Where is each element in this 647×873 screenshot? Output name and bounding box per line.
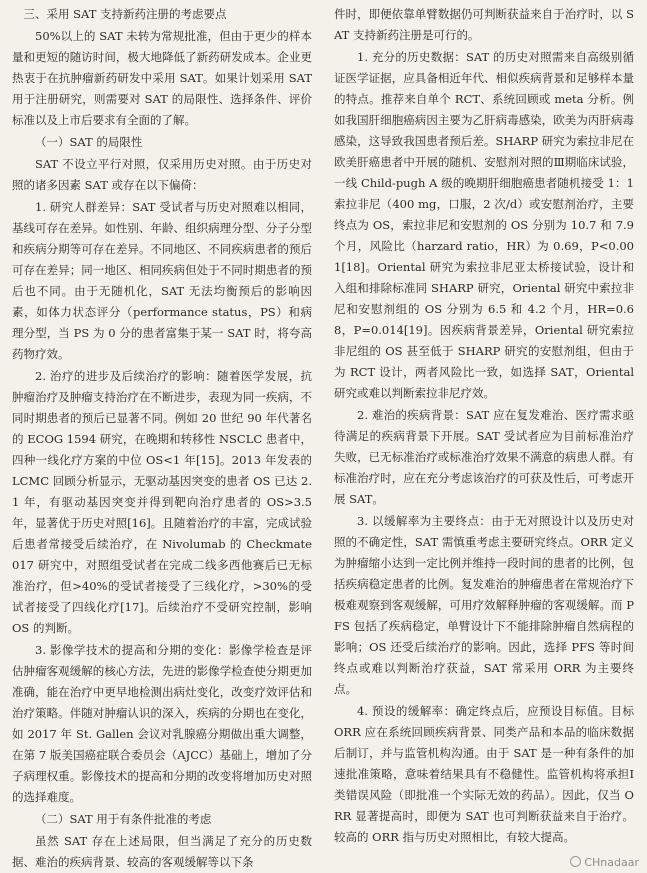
watermark-logo-icon [570, 856, 581, 867]
right-paragraph: 2. 难治的疾病背景：SAT 应在复发难治、医疗需求亟待满足的疾病背景下开展。SAT 受试者应为目前标准治疗失败，已无标准治疗或标准治疗效果不满意的病患人群。有标准治疗时，应在充分考虑该治疗的可获及性后，可考虑开展 SAT。 [334, 408, 634, 506]
left-heading: （二）SAT 用于有条件批准的考虑 [35, 812, 212, 826]
right-paragraph: 3. 以缓解率为主要终点：由于无对照设计以及历史对照的不确定性，SAT 需慎重考虑主要研究终点。ORR 定义为肿瘤缩小达到一定比例并维持一段时间的患者的比例，包括疾病稳定患者的比例。复发难治的肿瘤患者在常规治疗下极难观察到客观缓解，可用疗效解释肿瘤的客观缓解。而 PFS 包括了疾病稳定，单臂设计下不能排除肿瘤自然病程的影响；OS 还受后续治疗的影响。因此，选择 PFS 等时间终点或难以判断治疗获益，SAT 常采用 ORR 为主要终点。 [334, 514, 634, 696]
right-paragraph: 1. 充分的历史数据：SAT 的历史对照需来自高级别循证医学证据，应具备相近年代、相似疾病背景和足够样本量的特点。推荐来自单个 RCT、系统回顾或 meta 分析。例如我国肝细胞癌病因主要为乙肝病毒感染，欧美为丙肝病毒感染，这导致我国患者预后差。SHARP 研究为索拉非尼在欧美肝癌患者中开展的随机、安慰剂对照的Ⅲ期临床试验，一线 Child-pugh A 级的晚期肝细胞癌患者随机接受 1：1 索拉非尼（400 mg，口服，2 次/d）或安慰剂治疗，主要终点为 OS，索拉非尼和安慰剂的 OS 分别为 10.7 和 7.9 个月，风险比（harzard ratio，HR）为 0.69，P<0.001[18]。Oriental 研究为索拉非尼亚太桥接试验，设计和入组和排除标准同 SHARP 研究，Oriental 研究中索拉非尼和安慰剂组的 OS 分别为 6.5 和 4.2 个月，HR=0.68，P=0.014[19]。因疾病背景差异，Oriental 研究索拉非尼组的 OS 甚至低于 SHARP 研究的安慰剂组，但由于为 RCT 设计，两者风险比一致，如选择 SAT，Oriental 研究或难以判断索拉非尼疗效。 [334, 50, 634, 400]
right-paragraph: 件时，即便依靠单臂数据仍可判断获益来自于治疗时，以 SAT 支持新药注册是可行的。 [334, 7, 634, 42]
left-paragraph: 50%以上的 SAT 未转为常规批准，但由于更少的样本量和更短的随访时间，极大地降低了新药研发成本。企业更热衷于在抗肿瘤新药研发中采用 SAT。如果计划采用 SAT 用于注册研究，则需要对 SAT 的局限性、选择条件、评价标准以及上市后要求有全面的了解。 [12, 29, 312, 127]
right-paragraph: 4. 预设的缓解率：确定终点后，应预设目标值。目标 ORR 应在系统回顾疾病背景、同类产品和本品的临床数据后制订，并与监管机构沟通。由于 SAT 是一种有条件的加速批准策略，意味着结果具有不稳健性。监管机构将承担Ⅰ类错误风险（即批准一个实际无效的药品）。因此，仅当 ORR 显著提高时，即便为 SAT 也可判断获益来自于治疗。较高的 ORR 指与历史对照相比，有较大提高。 [334, 704, 634, 844]
left-paragraph: 1. 研究人群差异：SAT 受试者与历史对照难以相同，基线可存在差异。如性别、年龄、组织病理分型、分子分型和疾病分期等可存在差异。不同地区、不同疾病患者的预后可存在差异；同一地区、相同疾病但处于不同时期患者的预后也不同。由于无随机化，SAT 无法均衡预后的影响因素，如体力状态评分（performance status，PS）和病理分型，当 PS 为 0 分的患者富集于某一 SAT 时，将夸高药物疗效。 [12, 200, 312, 361]
left-paragraph: 虽然 SAT 存在上述局限，但当满足了充分的历史数据、难治的疾病背景、较高的客观缓解等以下条 [12, 834, 312, 869]
left-column [12, 4, 312, 870]
right-column [334, 4, 634, 870]
watermark: CHnadaar [568, 856, 641, 869]
left-paragraph: SAT 不设立平行对照，仅采用历史对照。由于历史对照的诸多因素 SAT 或存在以下偏倚： [12, 157, 312, 192]
left-paragraph: 2. 治疗的进步及后续治疗的影响：随着医学发展，抗肿瘤治疗及肿瘤支持治疗在不断进步，表现为同一疾病，不同时期患者的预后已显著不同。例如 20 世纪 90 年代著名的 ECOG 1594 研究，在晚期和转移性 NSCLC 患者中，四种一线化疗方案的中位 OS<1 年[15]。2013 年发表的 LCMC 回顾分析显示，无驱动基因突变的患者 OS 已达 2.1 年，有驱动基因突变并得到靶向治疗患者的 OS>3.5 年，显著优于历史对照[16]。且随着治疗的丰富，完成试验后患者常接受后续治疗，在 Nivolumab 的 Checkmate 017 研究中，对照组受试者在完成二线多西他赛后已无标准治疗，但>40%的受试者接受了三线化疗，>30%的受试者接受了四线化疗[17]。后续治疗不受研究控制，影响 OS 的判断。 [12, 369, 312, 635]
left-paragraph: 3. 影像学技术的提高和分期的变化：影像学检查是评估肿瘤客观缓解的核心方法，先进的影像学检查使分期更加准确，能在治疗中更早地检测出病灶变化，改变疗效评估和治疗策略。伴随对肿瘤认识的深入，疾病的分期也在变化，如 2017 年 St. Gallen 会议对乳腺癌分期做出重大调整，在第 7 版美国癌症联合委员会（AJCC）基础上，增加了分子病理权重。影像技术的提高和分期的改变将增加历史对照的选择难度。 [12, 643, 312, 804]
left-heading: 三、采用 SAT 支持新药注册的考虑要点 [23, 7, 227, 21]
left-heading: （一）SAT 的局限性 [35, 135, 143, 149]
